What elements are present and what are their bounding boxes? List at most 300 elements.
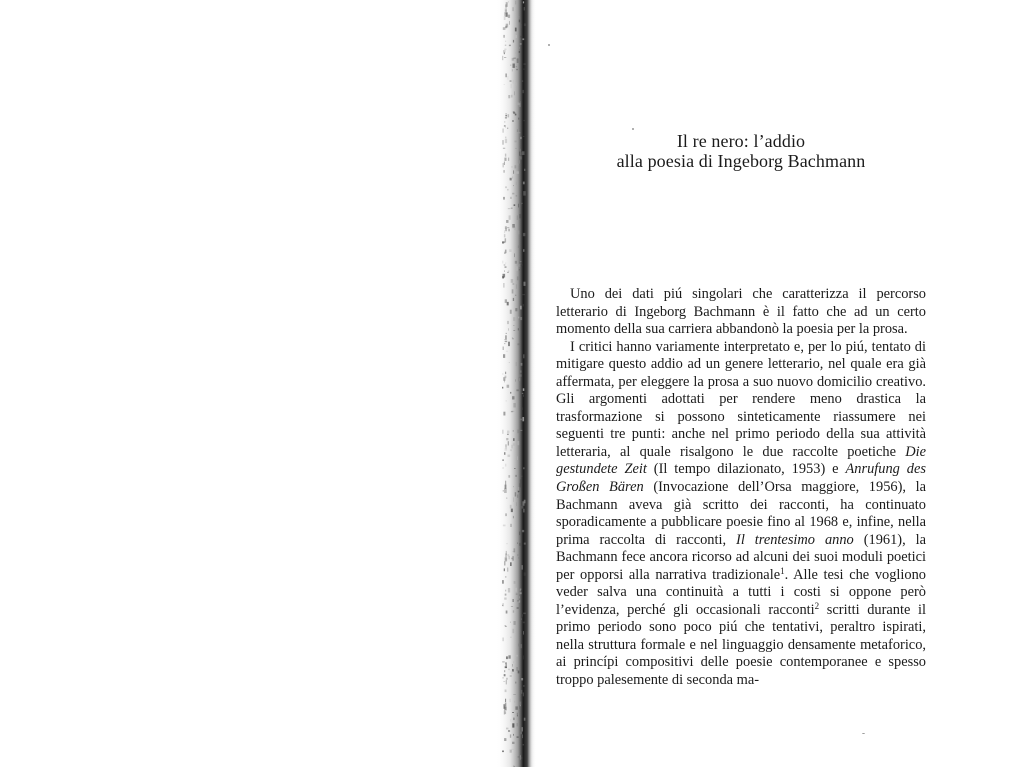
gutter-noise-mark	[505, 481, 506, 485]
gutter-noise-mark	[513, 185, 514, 186]
gutter-noise-mark	[508, 441, 509, 445]
gutter-noise-mark	[522, 417, 524, 421]
gutter-noise-mark	[521, 678, 523, 680]
gutter-noise-mark	[506, 611, 508, 614]
gutter-noise-mark	[507, 272, 509, 273]
gutter-noise-mark	[505, 299, 507, 303]
gutter-noise-mark	[514, 548, 516, 552]
gutter-noise-mark	[513, 403, 516, 408]
gutter-noise-mark	[517, 215, 518, 220]
gutter-noise-mark	[519, 264, 521, 266]
gutter-noise-mark	[504, 568, 505, 571]
gutter-noise-mark	[513, 694, 516, 695]
gutter-noise-mark	[513, 325, 514, 326]
book-title-die-gestundete-zeit: Die gestundete Zeit	[556, 443, 926, 478]
gutter-noise-mark	[507, 385, 510, 388]
gutter-noise-mark	[511, 449, 512, 451]
gutter-noise-mark	[519, 160, 520, 163]
gutter-noise-mark	[513, 556, 514, 561]
gutter-noise-mark	[523, 69, 524, 70]
gutter-noise-mark	[506, 678, 508, 680]
gutter-noise-mark	[508, 655, 510, 658]
gutter-noise-mark	[514, 253, 515, 257]
gutter-noise-mark	[506, 74, 507, 78]
gutter-noise-mark	[502, 751, 504, 753]
gutter-noise-mark	[506, 24, 508, 28]
gutter-noise-mark	[520, 588, 521, 590]
gutter-noise-mark	[513, 170, 514, 173]
gutter-noise-mark	[510, 80, 512, 81]
gutter-noise-mark	[520, 370, 522, 372]
gutter-noise-mark	[510, 734, 511, 737]
gutter-noise-mark	[519, 51, 520, 53]
gutter-noise-mark	[504, 158, 506, 161]
gutter-noise-mark	[520, 137, 521, 139]
gutter-noise-mark	[504, 738, 506, 741]
gutter-noise-mark	[518, 328, 519, 330]
gutter-noise-mark	[506, 680, 507, 685]
gutter-noise-mark	[515, 308, 517, 311]
gutter-noise-mark	[508, 342, 510, 346]
gutter-noise-mark	[517, 554, 519, 556]
gutter-noise-mark	[511, 558, 512, 560]
footnote-marker-1: 1	[780, 565, 785, 576]
gutter-noise-mark	[518, 558, 519, 559]
gutter-noise-mark	[505, 4, 507, 7]
gutter-noise-mark	[519, 152, 520, 156]
gutter-noise-mark	[522, 80, 523, 82]
gutter-noise-mark	[521, 506, 523, 509]
gutter-noise-mark	[514, 581, 516, 584]
gutter-noise-mark	[519, 543, 520, 546]
gutter-noise-mark	[522, 38, 524, 40]
gutter-noise-mark	[508, 328, 509, 330]
gutter-noise-mark	[505, 341, 508, 342]
gutter-noise-mark	[523, 304, 524, 306]
gutter-noise-mark	[524, 572, 526, 575]
gutter-noise-mark	[521, 619, 522, 620]
gutter-noise-mark	[508, 588, 510, 593]
gutter-noise-mark	[503, 490, 504, 492]
gutter-noise-mark	[512, 193, 514, 195]
gutter-noise-mark	[503, 163, 504, 167]
gutter-noise-mark	[524, 543, 526, 545]
gutter-noise-mark	[523, 467, 524, 469]
gutter-noise-mark	[502, 430, 503, 434]
gutter-noise-mark	[523, 744, 524, 745]
gutter-noise-mark	[513, 661, 515, 663]
book-gutter-shadow	[496, 0, 536, 767]
gutter-noise-mark	[505, 690, 507, 693]
gutter-noise-mark	[505, 513, 506, 516]
gutter-noise-mark	[505, 45, 507, 46]
gutter-noise-mark	[515, 52, 516, 53]
gutter-noise-mark	[503, 704, 505, 709]
gutter-noise-mark	[522, 151, 525, 155]
gutter-noise-mark	[520, 101, 521, 103]
gutter-noise-mark	[508, 1, 509, 2]
gutter-noise-mark	[505, 186, 507, 188]
gutter-noise-mark	[510, 675, 512, 677]
gutter-noise-mark	[522, 408, 523, 411]
gutter-noise-mark	[503, 197, 505, 200]
gutter-noise-mark	[518, 644, 519, 647]
gutter-noise-mark	[518, 245, 519, 248]
gutter-noise-mark	[516, 171, 519, 174]
gutter-noise-mark	[508, 669, 510, 670]
gutter-noise-mark	[522, 530, 524, 532]
paragraph-2-part-3: (Invocazione dell’Orsa maggiore, 1956), la Bachmann aveva già scritto dei racconti, ha continuato sporadicamente a pubblicare poesie fino al 1968 e, infine, nella prima raccolta di racconti,	[556, 479, 926, 548]
book-title-il-trentesimo-anno: Il trentesimo anno	[736, 531, 854, 548]
gutter-noise-mark	[522, 565, 523, 570]
gutter-noise-mark	[511, 208, 513, 209]
gutter-noise-mark	[513, 734, 514, 736]
gutter-noise-mark	[511, 166, 513, 168]
gutter-noise-mark	[510, 392, 511, 394]
gutter-noise-mark	[505, 226, 507, 229]
gutter-noise-mark	[516, 362, 517, 366]
gutter-noise-mark	[506, 464, 507, 467]
gutter-noise-mark	[513, 486, 514, 487]
gutter-noise-mark	[505, 372, 506, 374]
gutter-noise-mark	[516, 266, 518, 270]
gutter-noise-mark	[505, 448, 508, 450]
gutter-noise-mark	[519, 596, 520, 598]
gutter-noise-mark	[506, 351, 508, 352]
paragraph-2-part-6: scritti durante il primo periodo sono poco piú che tentativi, peraltro ispirati, nella struttura formale e nel linguaggio densamente metaforico, ai princípi compositivi delle poesie contemporanee e spesso troppo palesemente di seconda ma-	[556, 601, 926, 689]
gutter-noise-mark	[524, 7, 525, 10]
gutter-noise-mark	[508, 455, 511, 457]
gutter-noise-mark	[523, 249, 525, 252]
gutter-noise-mark	[515, 261, 517, 264]
gutter-noise-mark	[516, 655, 518, 657]
gutter-noise-mark	[521, 204, 522, 205]
gutter-noise-mark	[516, 593, 518, 595]
gutter-noise-mark	[515, 114, 517, 116]
gutter-noise-mark	[508, 730, 510, 732]
gutter-noise-mark	[503, 638, 504, 642]
gutter-noise-mark	[519, 269, 520, 270]
gutter-noise-mark	[522, 501, 524, 506]
gutter-noise-mark	[516, 195, 518, 196]
gutter-noise-mark	[504, 670, 505, 672]
gutter-noise-mark	[507, 321, 508, 324]
gutter-noise-mark	[505, 154, 506, 157]
gutter-noise-mark	[521, 24, 522, 28]
gutter-noise-mark	[513, 629, 515, 633]
gutter-noise-mark	[515, 588, 517, 592]
chapter-title-line-1: Il re nero: l’addio	[676, 131, 806, 151]
gutter-noise-mark	[522, 295, 525, 296]
gutter-noise-mark	[513, 610, 514, 612]
gutter-noise-mark	[517, 736, 519, 737]
gutter-noise-mark	[513, 438, 515, 441]
gutter-noise-mark	[523, 622, 525, 624]
gutter-noise-mark	[504, 170, 505, 173]
gutter-noise-mark	[504, 16, 506, 20]
gutter-noise-mark	[503, 681, 505, 682]
gutter-noise-mark	[505, 577, 506, 578]
gutter-noise-mark	[512, 749, 514, 750]
gutter-noise-mark	[513, 225, 514, 228]
gutter-noise-mark	[510, 750, 512, 753]
gutter-noise-mark	[514, 374, 515, 375]
gutter-noise-mark	[507, 189, 508, 191]
gutter-noise-mark	[519, 47, 520, 49]
gutter-noise-mark	[519, 156, 522, 159]
gutter-noise-mark	[515, 379, 516, 381]
gutter-noise-mark	[519, 709, 521, 713]
gutter-noise-mark	[503, 377, 505, 381]
gutter-noise-mark	[520, 36, 522, 38]
gutter-noise-mark	[506, 115, 507, 117]
gutter-noise-mark	[520, 306, 522, 310]
gutter-noise-mark	[522, 727, 523, 731]
gutter-noise-mark	[516, 35, 517, 38]
gutter-noise-mark	[516, 66, 517, 67]
gutter-noise-mark	[503, 50, 506, 53]
gutter-noise-mark	[507, 128, 508, 129]
gutter-noise-mark	[504, 264, 506, 266]
gutter-noise-mark	[518, 343, 520, 345]
chapter-body-text	[556, 286, 926, 690]
gutter-noise-mark	[524, 23, 526, 26]
paragraph-2-part-2: (Il tempo dilazionato, 1953) e	[646, 461, 846, 478]
gutter-noise-mark	[511, 84, 512, 88]
gutter-noise-mark	[518, 757, 520, 758]
gutter-noise-mark	[518, 377, 521, 381]
gutter-noise-mark	[516, 82, 517, 85]
gutter-noise-mark	[522, 735, 523, 739]
gutter-noise-mark	[504, 343, 505, 344]
gutter-noise-mark	[503, 412, 505, 416]
gutter-noise-mark	[505, 553, 507, 557]
gutter-noise-mark	[523, 631, 524, 635]
gutter-noise-mark	[509, 249, 511, 252]
gutter-noise-mark	[509, 45, 511, 46]
chapter-title	[556, 131, 926, 171]
gutter-noise-mark	[517, 441, 519, 445]
gutter-noise-mark	[510, 178, 512, 181]
gutter-noise-mark	[512, 712, 514, 713]
gutter-noise-mark	[512, 338, 513, 339]
gutter-noise-mark	[503, 354, 505, 358]
gutter-noise-mark	[504, 57, 506, 58]
gutter-noise-mark	[517, 723, 518, 726]
gutter-noise-mark	[519, 214, 521, 218]
gutter-noise-mark	[509, 158, 510, 161]
gutter-noise-mark	[515, 141, 517, 143]
gutter-noise-mark	[518, 317, 519, 319]
gutter-noise-mark	[524, 282, 526, 286]
gutter-noise-mark	[504, 598, 506, 600]
gutter-noise-mark	[516, 182, 518, 185]
gutter-noise-mark	[516, 720, 517, 723]
gutter-noise-mark	[512, 664, 513, 667]
gutter-noise-mark	[515, 28, 517, 32]
gutter-noise-mark	[507, 568, 508, 572]
gutter-noise-mark	[506, 12, 508, 16]
gutter-noise-mark	[502, 140, 503, 145]
gutter-noise-mark	[511, 411, 513, 412]
gutter-noise-mark	[515, 682, 516, 684]
gutter-noise-mark	[511, 671, 513, 674]
gutter-noise-mark	[520, 476, 522, 477]
paragraph-2-part-4: (1961), la Bachmann fece ancora ricorso ad alcuni dei suoi moduli poetici per opporsi alla narrativa tradizionale	[556, 531, 927, 583]
gutter-noise-mark	[523, 136, 524, 137]
gutter-noise-mark	[519, 483, 521, 487]
gutter-noise-mark	[513, 64, 515, 68]
gutter-noise-mark	[511, 509, 513, 512]
gutter-noise-mark	[520, 43, 522, 44]
gutter-noise-mark	[505, 625, 507, 626]
gutter-noise-mark	[510, 562, 512, 566]
gutter-noise-mark	[513, 718, 515, 721]
gutter-noise-mark	[503, 283, 505, 288]
gutter-noise-mark	[505, 594, 507, 596]
gutter-noise-mark	[506, 401, 507, 402]
gutter-noise-mark	[505, 664, 507, 666]
gutter-noise-mark	[517, 129, 518, 132]
gutter-noise-mark	[502, 580, 504, 584]
gutter-noise-mark	[517, 607, 519, 608]
gutter-noise-mark	[523, 395, 524, 397]
paragraph-2-part-5: . Alle tesi che vogliono veder salva una continuità a tutti i costi si oppone però l’evidenza, perché gli occasionali racconti	[556, 566, 927, 618]
gutter-noise-mark	[511, 95, 512, 98]
gutter-noise-mark	[523, 1, 524, 3]
paragraph-1: Uno dei dati piú singolari che caratterizza il percorso letterario di Ingeborg Bachmann è il fatto che ad un certo momento della sua carriera abbandonò la poesia per la prosa.	[556, 286, 926, 338]
gutter-noise-mark	[504, 230, 505, 233]
gutter-noise-mark	[513, 58, 516, 60]
gutter-noise-mark	[509, 21, 510, 25]
gutter-noise-mark	[512, 224, 515, 228]
gutter-noise-mark	[517, 600, 519, 602]
gutter-noise-mark	[520, 261, 522, 262]
gutter-noise-mark	[504, 241, 506, 243]
gutter-noise-mark	[505, 335, 507, 340]
gutter-noise-mark	[520, 430, 523, 431]
gutter-noise-mark	[506, 220, 508, 223]
gutter-noise-mark	[504, 711, 506, 714]
gutter-noise-mark	[505, 263, 506, 264]
gutter-noise-mark	[503, 35, 505, 38]
gutter-noise-mark	[505, 267, 507, 268]
gutter-noise-mark	[504, 49, 506, 51]
gutter-noise-mark	[504, 12, 505, 16]
gutter-noise-mark	[515, 492, 517, 496]
gutter-noise-mark	[505, 626, 507, 627]
gutter-noise-mark	[523, 64, 525, 65]
gutter-noise-mark	[516, 284, 517, 288]
gutter-noise-mark	[523, 120, 525, 121]
gutter-noise-mark	[502, 459, 504, 461]
gutter-noise-mark	[503, 274, 506, 278]
book-title-anrufung: Anrufung des Großen Bären	[556, 461, 926, 496]
gutter-noise-mark	[517, 16, 519, 17]
gutter-noise-mark	[513, 430, 514, 432]
gutter-noise-mark	[515, 706, 518, 709]
gutter-noise-mark	[521, 732, 522, 735]
gutter-noise-mark	[522, 90, 524, 93]
gutter-noise-mark	[508, 475, 510, 478]
gutter-noise-mark	[502, 678, 504, 679]
gutter-noise-mark	[513, 330, 515, 331]
left-blank-page	[0, 0, 505, 767]
gutter-noise-mark	[524, 718, 526, 721]
gutter-noise-mark	[505, 699, 506, 702]
gutter-noise-mark	[502, 605, 503, 606]
gutter-noise-mark	[506, 333, 507, 334]
gutter-noise-mark	[523, 388, 525, 391]
gutter-noise-mark	[513, 497, 514, 502]
gutter-noise-mark	[523, 509, 525, 513]
gutter-noise-mark	[506, 728, 508, 730]
footnote-marker-2: 2	[814, 600, 820, 611]
gutter-noise-mark	[521, 690, 523, 694]
gutter-noise-mark	[519, 374, 521, 377]
gutter-noise-mark	[505, 590, 506, 592]
gutter-noise-mark	[510, 65, 511, 66]
gutter-noise-mark	[518, 133, 520, 134]
gutter-noise-mark	[519, 674, 520, 675]
gutter-noise-mark	[502, 56, 503, 60]
gutter-noise-mark	[506, 438, 508, 440]
gutter-noise-mark	[518, 487, 520, 491]
gutter-noise-mark	[503, 467, 504, 469]
gutter-noise-mark	[509, 556, 510, 560]
gutter-noise-mark	[517, 456, 518, 460]
gutter-noise-mark	[504, 271, 505, 272]
gutter-noise-mark	[504, 121, 505, 122]
gutter-noise-mark	[514, 91, 515, 95]
gutter-noise-mark	[508, 208, 511, 209]
gutter-noise-mark	[513, 443, 516, 446]
gutter-noise-mark	[508, 15, 510, 18]
gutter-noise-mark	[523, 656, 524, 660]
gutter-noise-mark	[510, 197, 511, 199]
gutter-noise-mark	[503, 347, 504, 351]
gutter-noise-mark	[514, 621, 516, 625]
gutter-noise-mark	[508, 271, 509, 272]
gutter-noise-mark	[517, 542, 518, 544]
gutter-noise-mark	[522, 614, 523, 617]
gutter-noise-mark	[503, 525, 506, 527]
gutter-noise-mark	[502, 603, 504, 606]
gutter-noise-mark	[504, 52, 505, 54]
gutter-noise-mark	[521, 644, 523, 648]
gutter-noise-mark	[507, 543, 508, 544]
gutter-noise-mark	[505, 139, 507, 143]
gutter-noise-mark	[504, 452, 505, 455]
gutter-noise-mark	[519, 705, 520, 709]
gutter-noise-mark	[503, 148, 505, 149]
gutter-noise-mark	[519, 20, 520, 23]
paragraph-2-part-1: I critici hanno variamente interpretato e, per lo piú, tentato di mitigare questo addio ad un genere letterario, nel quale era già affermata, per eleggere la prosa a suo nuovo domicilio creativo. Gli argomenti adottati per rendere meno drastica la trasformazione si possono sinteticamente riassumere nei seguenti tre punti: anche nel primo periodo della sua attività letteraria, al quale risalgono le due raccolte poetiche	[556, 338, 926, 460]
gutter-noise-mark	[518, 118, 519, 120]
gutter-noise-mark	[505, 444, 507, 446]
gutter-noise-mark	[502, 261, 503, 264]
gutter-noise-mark	[515, 701, 516, 703]
gutter-noise-mark	[521, 363, 523, 366]
gutter-noise-mark	[511, 279, 514, 283]
gutter-noise-mark	[515, 148, 517, 149]
gutter-noise-mark	[507, 434, 509, 435]
gutter-noise-mark	[504, 162, 505, 166]
gutter-noise-mark	[509, 699, 510, 703]
gutter-noise-mark	[509, 215, 511, 219]
gutter-noise-mark	[517, 713, 518, 716]
gutter-noise-mark	[520, 592, 522, 594]
